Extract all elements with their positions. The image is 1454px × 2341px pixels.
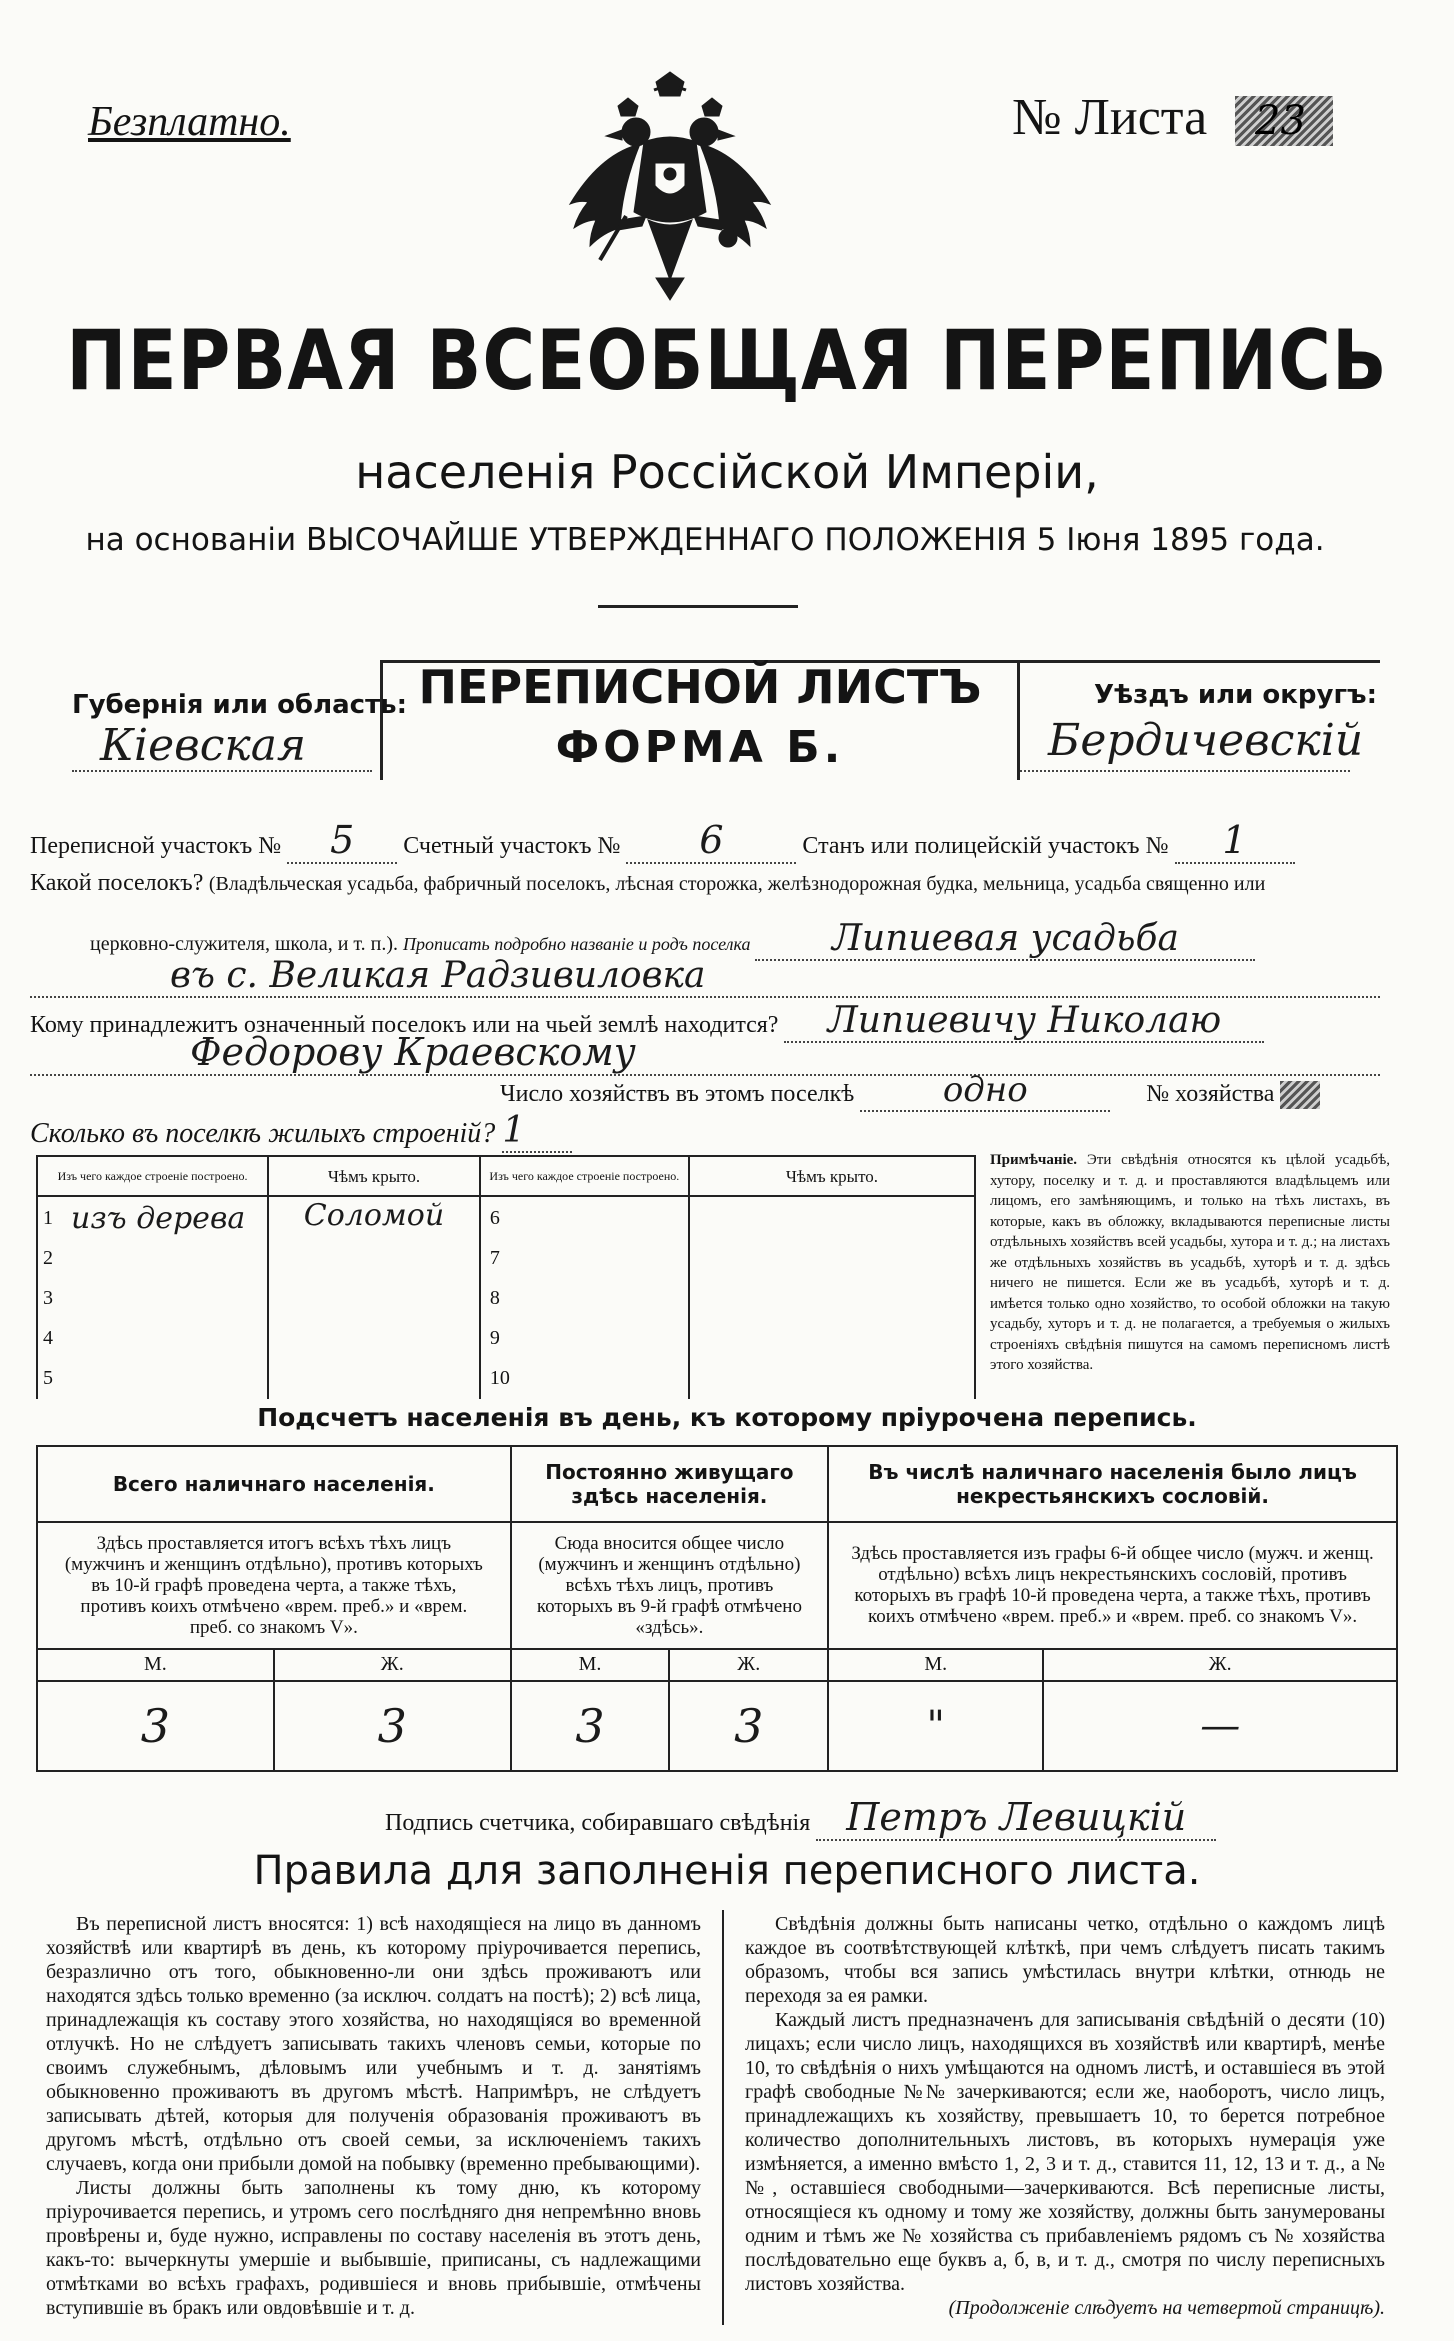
building-roof [270, 1278, 478, 1318]
rules-right-column [745, 1912, 1385, 2320]
sheet-number-stamp [1235, 96, 1333, 146]
gubernia-label: Губернія или область: [72, 690, 407, 720]
building-row [39, 1318, 266, 1358]
count-col3-title: Въ числѣ наличнаго населенія было лицъ некрестьянскихъ сословій. [828, 1446, 1397, 1522]
col-roof-header-2: Чѣмъ крыто. [689, 1156, 975, 1196]
col-roof-header: Чѣмъ крыто. [268, 1156, 480, 1196]
count-col3-text: Здѣсь проставляется изъ графы 6-й общее число (мужч. и женщ. отдѣльно) всѣхъ лицъ некрестьянскихъ сословій, противъ которыхъ въ графѣ 10-й проведена черта, а также тѣхъ, противъ коихъ отмѣчено «врем. преб.» и «врем. преб. со знакомъ V». [828, 1522, 1397, 1648]
count-value: " [828, 1681, 1043, 1771]
note-title: Примѣчаніе. [990, 1152, 1078, 1168]
count-district-value: 6 [626, 818, 796, 864]
building-row-number: 8 [489, 1287, 500, 1309]
household-number-label: № хозяйства [1146, 1081, 1275, 1107]
note-text: Эти свѣдѣнія относятся къ цѣлой усадьбѣ, хутору, поселку и т. д. и проставляются владѣльцемъ или лицомъ, его замѣняющимъ, и только на тѣхъ листахъ, въ которые, какъ въ обложку, вкладываются переписные листы отдѣльныхъ хозяйствъ всей усадьбы, хутора и т. д.; на листахъ же отдѣльныхъ хозяйствъ въ усадьбѣ, хуторѣ и т. д. здѣсь ничего не пишется. Если же въ усадьбѣ, хуторѣ и т. д. имѣется только одно хозяйство, то особой обложки на такую усадьбу, хуторъ и т. д. не полагается, а требуемыя о жилыхъ строеніяхъ свѣдѣнія пишутся на самомъ переписномъ листѣ этого хозяйства. [990, 1152, 1391, 1373]
building-row-number: 9 [489, 1327, 500, 1349]
count-f-label: Ж. [274, 1649, 511, 1681]
settlement-hint-2: церковно-служителя, школа, и т. п.). [90, 933, 398, 955]
count-value: 3 [511, 1681, 670, 1771]
building-row [39, 1278, 266, 1318]
building-roof [270, 1238, 478, 1278]
building-row-number: 10 [489, 1367, 510, 1389]
form-title: ФОРМА Б. [555, 722, 845, 773]
table-row [37, 1196, 975, 1399]
household-number-box [1280, 1081, 1320, 1109]
count-value: 3 [669, 1681, 828, 1771]
legal-basis: на основаніи ВЫСОЧАЙШЕ УТВЕРЖДЕННАГО ПОЛОЖЕНІЯ 5 Іюня 1895 года. [85, 522, 1325, 558]
settlement-hint: (Владѣльческая усадьба, фабричный поселокъ, лѣсная сторожка, желѣзнодорожная будка, мельница, усадьба священно или [208, 873, 1266, 895]
count-table [36, 1445, 1398, 1772]
building-row [39, 1238, 266, 1278]
building-roof: Соломой [303, 1198, 445, 1233]
owner-question: Кому принадлежитъ означенный поселокъ или на чьей землѣ находится? [30, 1012, 779, 1038]
building-row [39, 1198, 266, 1238]
building-roof [270, 1358, 478, 1398]
rules-left-p2: Листы должны быть заполнены къ тому дню, къ которому пріурочивается перепись, и утромъ сего послѣдняго дня непремѣнно вновь провѣрены и, буде нужно, исправлены по составу населенія въ этотъ день, какъ-то: вычеркнуты умершіе и выбывшіе, приписаны, съ надлежащими отмѣтками во всѣхъ графахъ, родившіеся и вновь прибывшіе, отмѣчены вступившіе въ бракъ или овдовѣвшіе и т. д. [46, 2177, 701, 2319]
count-col1-text: Здѣсь проставляется итогъ всѣхъ тѣхъ лицъ (мужчинъ и женщинъ отдѣльно), противъ которыхъ въ 10-й графѣ проведена черта, а также тѣхъ, противъ коихъ отмѣчено «врем. преб.» и «врем. преб. со знакомъ V». [37, 1522, 511, 1648]
note [990, 1150, 1390, 1376]
count-m-label: М. [828, 1649, 1043, 1681]
building-row-number: 6 [489, 1207, 500, 1229]
signature-value: Петръ Левицкій [816, 1795, 1216, 1841]
signature-label: Подпись счетчика, собиравшаго свѣдѣнія [385, 1810, 811, 1836]
settlement-question: Какой поселокъ? [30, 870, 204, 896]
rules-right-p2: Каждый листъ предназначенъ для записыванія свѣдѣній о десяти (10) лицахъ; если число лицъ, находящихся въ хозяйствѣ или квартирѣ, менѣе 10, то свѣдѣнія о нихъ умѣщаются на одномъ листѣ, и оставшіеся въ этой графѣ свободные №№ зачеркиваются; если же, наоборотъ, число лицъ, принадлежащихъ къ хозяйству, превышаетъ 10, то берется потребное количество дополнительныхъ листовъ, въ которыхъ нумерація уже измѣняется, а именно вмѣсто 1, 2, 3 и т. д., ставится 11, 12, 13 и т. д., а №№, оставшіеся свободными—зачеркиваются. Всѣ переписные листы, относящіеся къ одному и тому же хозяйству, должны быть занумерованы одним и тѣмъ же № хозяйства съ прибавленіемъ рядомъ съ № хозяйства послѣдовательно еще буквъ а, б, в, и т. д., смотря по числу переписныхъ листовъ хозяйства. [745, 2009, 1385, 2295]
building-material: изъ дерева [71, 1200, 246, 1236]
col-material-header-2: Изъ чего каждое строеніе построено. [480, 1156, 689, 1196]
count-value: — [1043, 1681, 1397, 1771]
col-material-header: Изъ чего каждое строеніе построено. [37, 1156, 268, 1196]
buildings-label: Сколько въ поселкѣ жилыхъ строеній? [30, 1118, 496, 1149]
rules-continued: (Продолженіе слѣдуетъ на четвертой страницѣ). [948, 2297, 1385, 2319]
stan-value: 1 [1175, 818, 1295, 864]
households-value: одно [860, 1070, 1110, 1112]
page-subtitle: населенія Россійской Имперіи, [355, 445, 1099, 499]
count-value: 3 [37, 1681, 274, 1771]
count-col1-title: Всего наличнаго населенія. [37, 1446, 511, 1522]
owner-value-1: Липиевичу Николаю [784, 1000, 1264, 1043]
settlement-hint-italic: Прописать подробно названіе и родъ поселка [403, 934, 751, 954]
count-district-label: Счетный участокъ № [403, 833, 621, 859]
uezd-label: Уѣздъ или округъ: [1094, 680, 1377, 710]
count-value: 3 [274, 1681, 511, 1771]
buildings-table [36, 1155, 976, 1399]
rules-divider [722, 1910, 724, 2325]
count-f-label: Ж. [1043, 1649, 1397, 1681]
rules-left-column [46, 1912, 701, 2320]
owner-value-2: Федорову Краевскому [30, 1030, 1380, 1076]
building-row-number: 7 [489, 1247, 500, 1269]
building-row-number: 1 [43, 1206, 53, 1229]
sheet-title: ПЕРЕПИСНОЙ ЛИСТЪ [418, 660, 982, 714]
building-row-number: 3 [43, 1286, 53, 1309]
uezd-value: Бердичевскій [1048, 715, 1364, 766]
census-district-label: Переписной участокъ № [30, 833, 282, 859]
rules-left-p1: Въ переписной листъ вносятся: 1) всѣ находящіеся на лицо въ данномъ хозяйствѣ или квартирѣ въ день, къ которому пріурочивается перепись, безразлично отъ того, обыкновенно-ли они здѣсь проживаютъ или находятся здѣсь только временно (за исключ. солдатъ на постѣ); 2) всѣ лица, принадлежащія къ составу этого хозяйства, но находящіяся во временной отлучкѣ. Но не слѣдуетъ записывать такихъ членовъ семьи, которые по своимъ служебнымъ, дѣловымъ или учебнымъ и т. д. занятіямъ обыкновенно проживаютъ въ другомъ мѣстѣ. Напримѣръ, не слѣдуетъ записывать дѣтей, которыя для полученія образованія проживаютъ въ другомъ мѣстѣ, отдѣльно отъ своей семьи, за исключеніемъ такихъ случаевъ, когда они прибыли домой на побывку (временно пребывающими). [46, 1913, 701, 2175]
buildings-value: 1 [502, 1110, 572, 1153]
census-district-value: 5 [287, 818, 397, 864]
building-row-number: 5 [43, 1366, 53, 1389]
double-headed-eagle-icon [560, 70, 780, 310]
page-title: ПЕРВАЯ ВСЕОБЩАЯ ПЕРЕПИСЬ [66, 311, 1388, 409]
settlement-value-2: въ с. Великая Радзивиловка [30, 955, 1380, 998]
divider [598, 605, 798, 608]
count-f-label: Ж. [669, 1649, 828, 1681]
gubernia-value: Кіевская [100, 720, 307, 771]
count-col2-text: Сюда вносится общее число (мужчинъ и женщинъ отдѣльно) всѣхъ тѣхъ лицъ, противъ которыхъ въ 9-й графѣ отмѣчено «здѣсь». [511, 1522, 828, 1648]
free-label: Безплатно. [88, 99, 291, 145]
settlement-value-1: Липиевая усадьба [755, 918, 1255, 961]
count-col2-title: Постоянно живущаго здѣсь населенія. [511, 1446, 828, 1522]
building-row-number: 2 [43, 1246, 53, 1269]
count-m-label: М. [511, 1649, 670, 1681]
building-roof [270, 1318, 478, 1358]
sheet-number-value: 23 [1255, 98, 1306, 144]
rules-right-p1: Свѣдѣнія должны быть написаны четко, отдѣльно о каждомъ лицѣ каждое въ соотвѣтствующей клѣткѣ, при чемъ слѣдуетъ писать такимъ образомъ, чтобы вся запись умѣстилась внутри клѣтки, отнюдь не переходя за ея рамки. [745, 1913, 1385, 2007]
building-row [39, 1358, 266, 1398]
households-label: Число хозяйствъ въ этомъ поселкѣ [500, 1081, 855, 1107]
count-title: Подсчетъ населенія въ день, къ которому пріурочена перепись. [257, 1403, 1197, 1432]
sheet-number-label: № Листа [1012, 89, 1208, 146]
rules-title: Правила для заполненія переписного листа. [253, 1848, 1201, 1894]
building-row-number: 4 [43, 1326, 53, 1349]
count-m-label: М. [37, 1649, 274, 1681]
stan-label: Станъ или полицейскій участокъ № [802, 833, 1169, 859]
